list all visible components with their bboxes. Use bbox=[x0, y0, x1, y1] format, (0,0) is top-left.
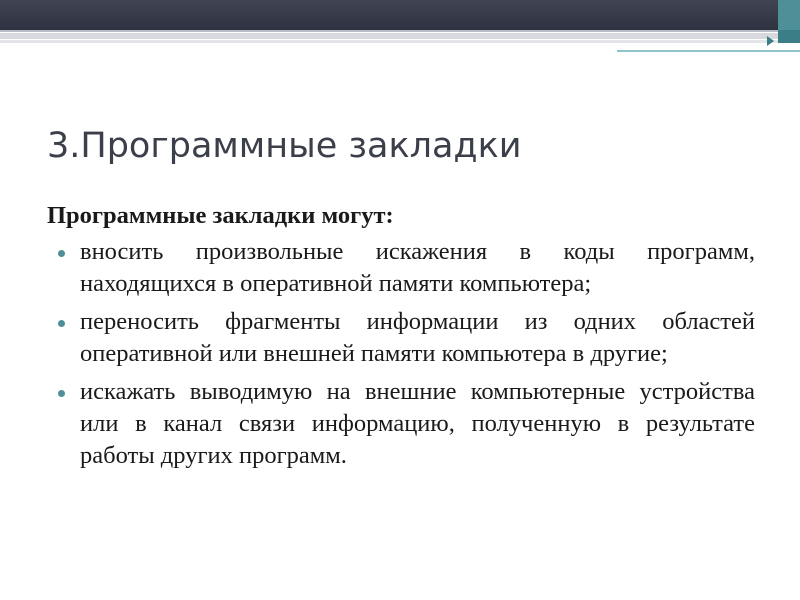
round-bullet-icon bbox=[58, 320, 65, 327]
header-stripe bbox=[0, 30, 800, 32]
bullet-text: искажать выводимую на внешние компьютерные устройства или в канал связи информацию, полученную в результате работы других программ. bbox=[80, 378, 755, 469]
accent-line bbox=[617, 50, 800, 52]
header-stripe bbox=[0, 40, 800, 43]
round-bullet-icon bbox=[58, 250, 65, 257]
intro-text: Программные закладки могут: bbox=[47, 202, 394, 229]
header-stripe bbox=[0, 33, 800, 39]
accent-block bbox=[778, 0, 800, 30]
slide-title: 3.Программные закладки bbox=[47, 126, 522, 166]
list-item bbox=[47, 236, 755, 300]
slide-body bbox=[47, 200, 755, 478]
bullet-list bbox=[47, 236, 755, 472]
header-band bbox=[0, 0, 800, 30]
list-item bbox=[47, 306, 755, 370]
bullet-text: вносить произвольные искажения в коды программ, находящихся в оперативной памяти компьютера; bbox=[80, 238, 755, 297]
list-item bbox=[47, 376, 755, 472]
triangle-marker-icon bbox=[767, 36, 774, 46]
bullet-text: переносить фрагменты информации из одних областей оперативной или внешней памяти компьютера в другие; bbox=[80, 308, 755, 367]
accent-block bbox=[778, 30, 800, 43]
round-bullet-icon bbox=[58, 390, 65, 397]
